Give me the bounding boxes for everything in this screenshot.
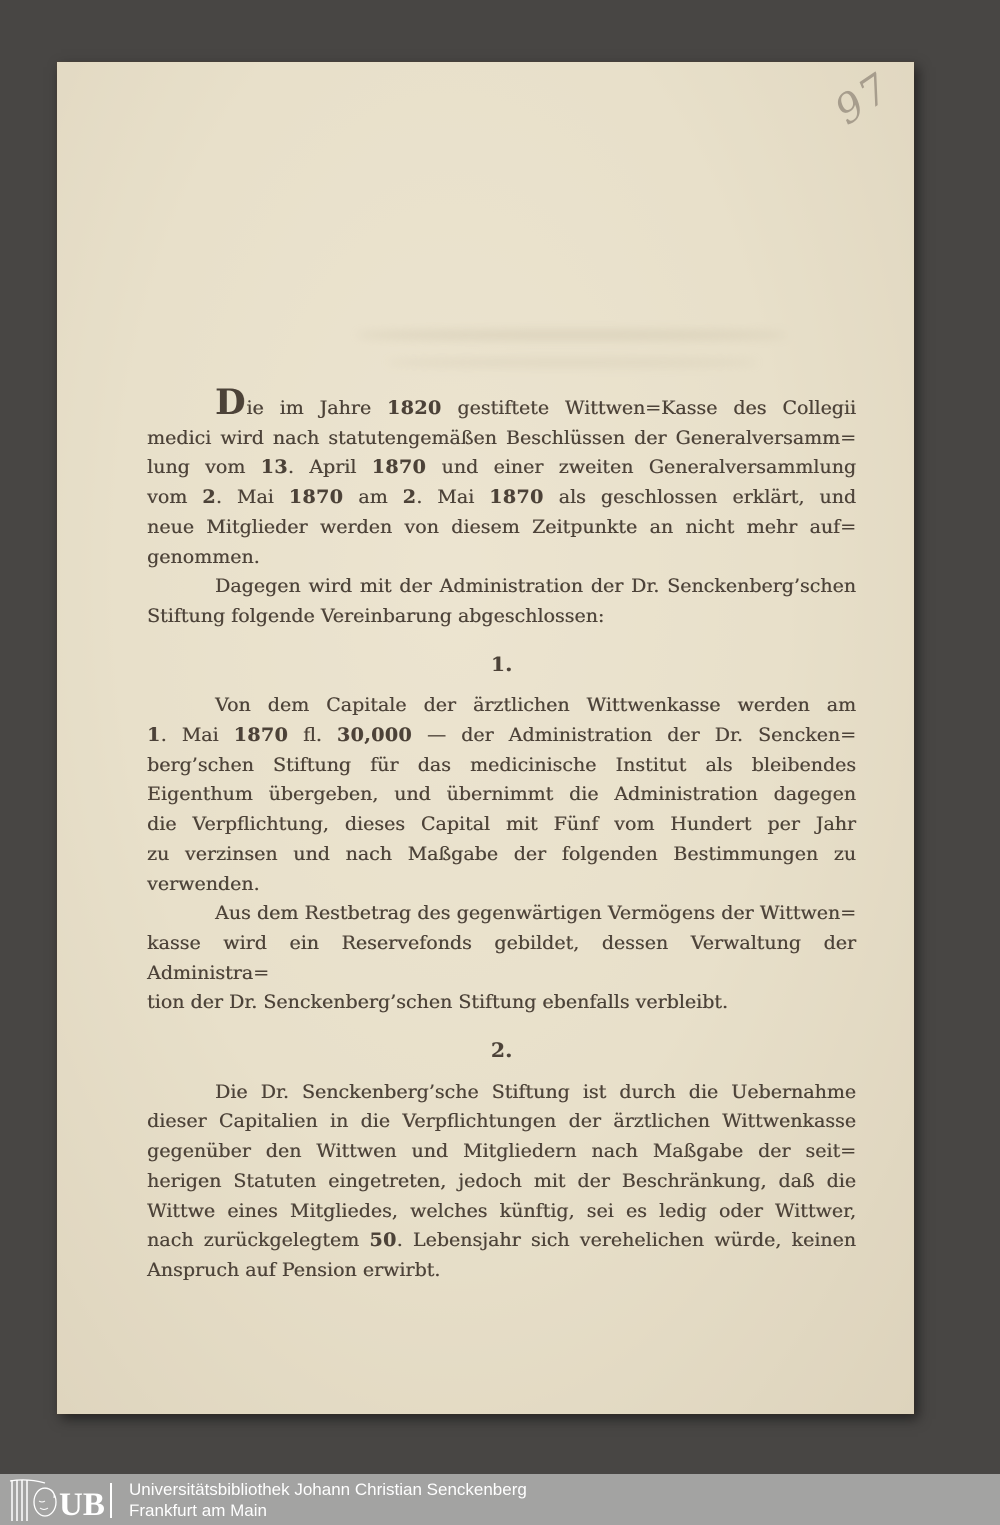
section-number: 1. [490, 651, 513, 676]
paragraph [147, 572, 856, 631]
footer-library-name: Universitätsbibliothek Johann Christian Senckenberg [129, 1479, 527, 1499]
text-line: herigen Statuten eingetreten, jedoch mit der Beschränkung, daß die [147, 1169, 856, 1192]
ub-logo-icon [5, 1477, 117, 1523]
text-line: 1. Mai 1870 fl. 30,000 — der Administration der Dr. Sencken= [147, 724, 857, 747]
footer-text [129, 1479, 527, 1521]
text-line: Die im Jahre 1820 gestiftete Wittwen=Kasse des Collegii [215, 382, 857, 423]
paragraph [147, 691, 856, 899]
text-line: Von dem Capitale der ärztlichen Wittwenkasse werden am [215, 694, 856, 717]
text-line: Dagegen wird mit der Administration der Dr. Senckenberg’schen [215, 575, 856, 598]
text-line: kasse wird ein Reservefonds gebildet, dessen Verwaltung der Administra= [147, 931, 856, 984]
text-line: medici wird nach statutengemäßen Beschlüssen der Generalversamm= [147, 426, 856, 449]
text-line: Eigenthum übergeben, und übernimmt die Administration dagegen [147, 783, 856, 806]
text-line: die Verpflichtung, dieses Capital mit Fünf vom Hundert per Jahr [147, 813, 856, 836]
pencil-page-number: 97 [827, 64, 900, 134]
text-line: Die Dr. Senckenberg’sche Stiftung ist durch die Uebernahme [215, 1080, 856, 1103]
ub-logo-text: UB [59, 1486, 105, 1523]
footer-library-city: Frankfurt am Main [129, 1500, 267, 1520]
library-footer [0, 1474, 1000, 1525]
document-text [147, 382, 857, 1286]
ornamental-initial: D [215, 382, 247, 423]
paragraph [147, 382, 857, 572]
text-line: nach zurückgelegtem 50. Lebensjahr sich verehelichen würde, keinen [147, 1229, 856, 1252]
scanned-page [57, 62, 914, 1414]
text-line: Anspruch auf Pension erwirbt. [147, 1258, 441, 1281]
section-number: 2. [490, 1038, 513, 1063]
text-line: dieser Capitalien in die Verpflichtungen der ärztlichen Wittwenkasse [147, 1110, 856, 1133]
text-line: neue Mitglieder werden von diesem Zeitpunkte an nicht mehr auf= [147, 515, 856, 538]
text-line: genommen. [147, 545, 260, 568]
text-line: tion der Dr. Senckenberg’schen Stiftung ebenfalls verbleibt. [147, 991, 728, 1014]
paragraph [147, 1078, 856, 1286]
paragraph [147, 899, 856, 1018]
text-line: berg’schen Stiftung für das medicinische Institut als bleibendes [147, 753, 856, 776]
text-line: vom 2. Mai 1870 am 2. Mai 1870 als geschlossen erklärt, und [147, 486, 856, 509]
text-line: verwenden. [147, 872, 260, 895]
text-line: Stiftung folgende Vereinbarung abgeschlossen: [147, 604, 605, 627]
text-line: gegenüber den Wittwen und Mitgliedern nach Maßgabe der seit= [147, 1140, 856, 1163]
text-line: lung vom 13. April 1870 und einer zweiten Generalversammlung [147, 456, 856, 479]
text-line: Wittwe eines Mitgliedes, welches künftig, sei es ledig oder Wittwer, [147, 1199, 856, 1222]
print-showthrough [357, 330, 787, 340]
text-line: Aus dem Restbetrag des gegenwärtigen Vermögens der Wittwen= [215, 902, 856, 925]
print-showthrough [387, 358, 757, 367]
text-line: zu verzinsen und nach Maßgabe der folgenden Bestimmungen zu [147, 842, 856, 865]
